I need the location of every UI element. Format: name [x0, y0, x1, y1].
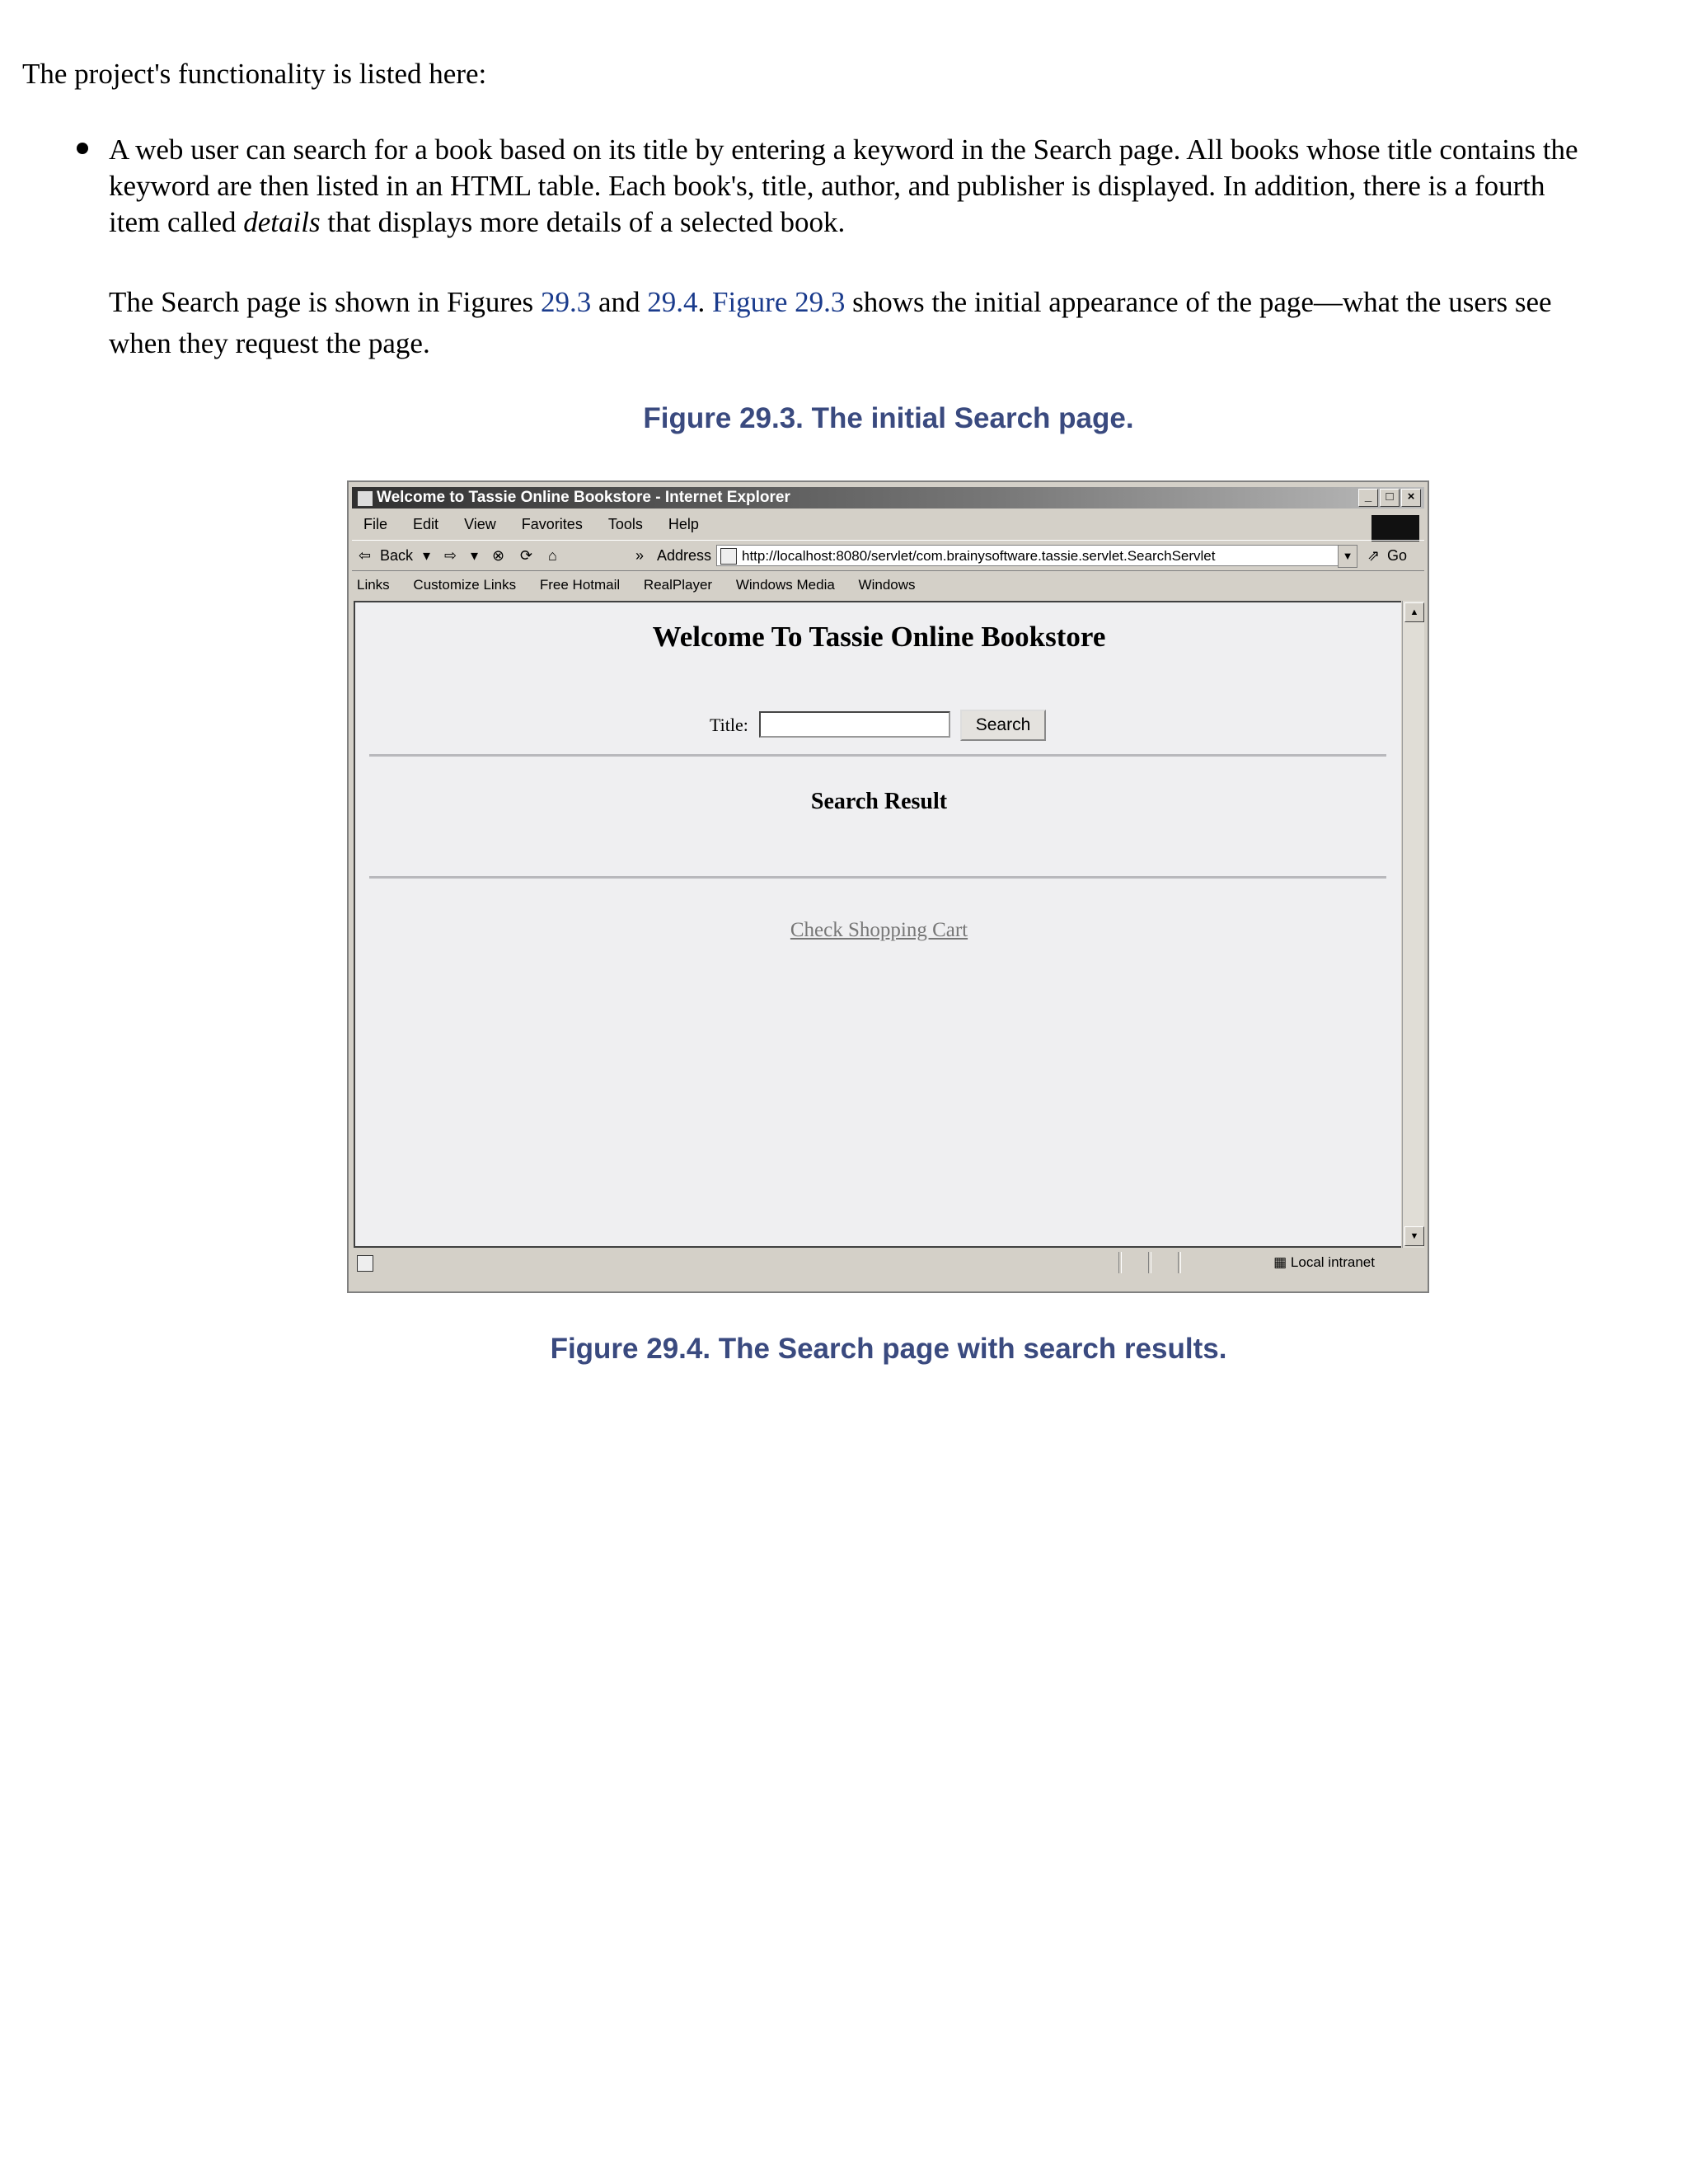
- line3-post: that displays more details of a selected book.: [320, 206, 846, 238]
- figure-29-3-caption: Figure 29.3. The initial Search page.: [643, 402, 1134, 434]
- search-button[interactable]: Search: [960, 710, 1046, 741]
- search-result-heading: Search Result: [810, 789, 948, 814]
- forward-arrow-icon[interactable]: ⇨: [444, 547, 457, 564]
- figure-29-4-caption: Figure 29.4. The Search page with search results.: [550, 1333, 1227, 1365]
- status-separator: [1178, 1252, 1181, 1273]
- maximize-icon[interactable]: □: [1380, 489, 1400, 507]
- vertical-scrollbar[interactable]: [1402, 601, 1424, 1248]
- ie-window-screenshot: [347, 480, 1429, 1293]
- menu-file[interactable]: File: [363, 516, 388, 532]
- ie-menubar: [352, 512, 1424, 537]
- bullet-dot: [77, 143, 88, 154]
- address-url: http://localhost:8080/servlet/com.brainysoftware.tassie.servlet.SearchServlet: [742, 548, 1216, 564]
- link-windows[interactable]: Windows: [858, 577, 916, 593]
- home-icon[interactable]: ⌂: [548, 547, 557, 564]
- menu-edit[interactable]: Edit: [413, 516, 439, 532]
- bullet-para2-line-1: [109, 284, 1552, 321]
- links-label: Links: [357, 577, 390, 593]
- bullet-para2-line-2: when they request the page.: [109, 327, 430, 359]
- title-search-input[interactable]: [759, 711, 950, 738]
- para2-post: shows the initial appearance of the page—what the users see: [845, 286, 1552, 318]
- address-bar[interactable]: [716, 545, 1351, 566]
- link-customize-links[interactable]: Customize Links: [413, 577, 517, 593]
- refresh-icon[interactable]: ⟳: [520, 547, 533, 564]
- scroll-down-icon[interactable]: ▼: [1404, 1226, 1424, 1246]
- ie-statusbar: [352, 1250, 1424, 1275]
- link-realplayer[interactable]: RealPlayer: [643, 577, 713, 593]
- ie-toolbar: [352, 540, 1424, 571]
- status-separator: [1118, 1252, 1122, 1273]
- ie-app-icon: [357, 490, 373, 507]
- details-term: details: [243, 206, 321, 238]
- minimize-icon[interactable]: _: [1358, 489, 1378, 507]
- status-page-icon: [357, 1255, 373, 1272]
- check-shopping-cart-link[interactable]: Check Shopping Cart: [790, 919, 968, 941]
- menu-view[interactable]: View: [464, 516, 496, 532]
- title-label: Title:: [710, 715, 748, 735]
- address-label: Address: [657, 547, 712, 564]
- divider-bottom: [369, 876, 1386, 879]
- status-zone-label: Local intranet: [1290, 1254, 1375, 1270]
- link-free-hotmail[interactable]: Free Hotmail: [539, 577, 621, 593]
- back-button[interactable]: Back: [380, 547, 414, 564]
- windows-logo-icon: [1372, 515, 1419, 541]
- figure-29-3-link[interactable]: 29.3: [540, 286, 592, 318]
- intro-text: The project's functionality is listed here:: [22, 58, 487, 90]
- ie-content-area: [354, 601, 1401, 1248]
- back-dropdown-icon[interactable]: ▾: [423, 547, 431, 564]
- ie-window-title: Welcome to Tassie Online Bookstore - Internet Explorer: [377, 489, 790, 506]
- menu-help[interactable]: Help: [668, 516, 699, 532]
- window-controls: [1358, 489, 1421, 507]
- address-dropdown-icon[interactable]: ▼: [1338, 545, 1357, 568]
- go-arrow-icon[interactable]: ⇗: [1367, 547, 1381, 564]
- link-windows-media[interactable]: Windows Media: [735, 577, 835, 593]
- status-zone: ▦ Local intranet: [1273, 1254, 1375, 1270]
- stop-icon[interactable]: ⊗: [492, 547, 505, 564]
- line3-pre: item called: [109, 206, 244, 238]
- figure-29-3-full-link[interactable]: Figure 29.3: [711, 286, 846, 318]
- toolbar-chevron-icon[interactable]: »: [635, 547, 645, 564]
- figure-29-4-link[interactable]: 29.4: [647, 286, 698, 318]
- scroll-up-icon[interactable]: ▲: [1404, 602, 1424, 622]
- status-separator: [1148, 1252, 1151, 1273]
- ie-titlebar: [352, 487, 1424, 509]
- bullet-line-2: keyword are then listed in an HTML table. Each book's, title, author, and publisher is displayed. In addition, there is a fourth: [109, 170, 1545, 202]
- menu-tools[interactable]: Tools: [607, 516, 643, 532]
- menu-favorites[interactable]: Favorites: [521, 516, 583, 532]
- bookstore-heading: Welcome To Tassie Online Bookstore: [652, 621, 1106, 653]
- back-arrow-icon[interactable]: ⇦: [359, 547, 372, 564]
- bullet-line-1: A web user can search for a book based on its title by entering a keyword in the Search page. All books whose title contains the: [109, 134, 1578, 166]
- page-icon: [720, 548, 737, 565]
- close-icon[interactable]: ×: [1401, 489, 1421, 507]
- bullet-line-3: [109, 204, 845, 241]
- forward-dropdown-icon[interactable]: ▾: [471, 547, 479, 564]
- divider-top: [369, 754, 1386, 757]
- go-button[interactable]: Go: [1387, 547, 1408, 564]
- para2-pre: The Search page is shown in Figures: [109, 286, 541, 318]
- para2-and: and: [591, 286, 648, 318]
- para2-dot: .: [697, 286, 712, 318]
- ie-links-bar: [352, 573, 1424, 598]
